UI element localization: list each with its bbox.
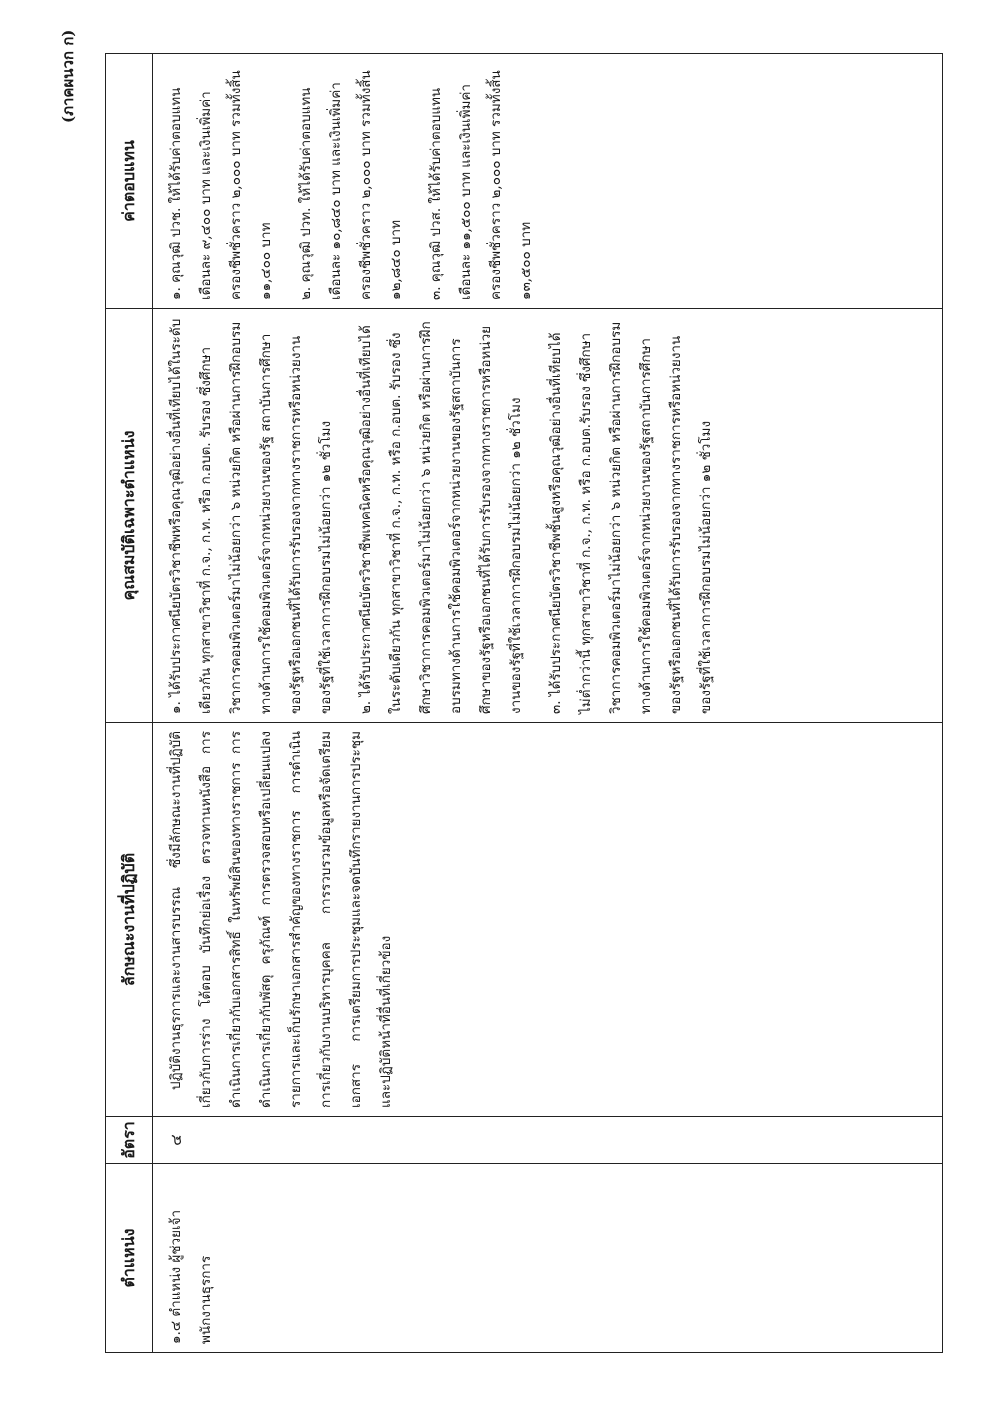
qualification-item: ๓. ได้รับประกาศนียบัตรวิชาชีพชั้นสูงหรือคุณวุฒิอย่างอื่นที่เทียบได้ไม่ต่ำกว่านี้ ทุกสาขาวิชาที่ ก.จ., ก.ท. หรือ ก.อบต.รับรอง ซึ่งศึกษาวิชาการคอมพิวเตอร์มาไม่น้อยกว่า ๖ หน่วยกิต หรือผ่านการฝึกอบรมทางด้านการใช้คอมพิวเตอร์จากหน่วยงานของรัฐสถาบันการศึกษาของรัฐหรือเอกชนที่ได้รับการรับรองจากทางราชการหรือหน่วยงานของรัฐที่ใช้เวลาการฝึกอบรมไม่น้อยกว่า ๑๒ ชั่วโมง (548, 321, 714, 714)
header-rate: อัตรา (106, 1117, 153, 1164)
cell-duties: ปฏิบัติงานธุรการและงานสารบรรณ ซึ่งมีลักษณะงานที่ปฏิบัติเกี่ยวกับการร่าง โต้ตอบ บันทึกย่อเรื่อง ตรวจทานหนังสือ การดำเนินการเกี่ยวกับเอกสารสิทธิ์ ในทรัพย์สินของทางราชการ การดำเนินการเกี่ยวกับพัสดุ ครุภัณฑ์ การตรวจสอบหรือเปลี่ยนแปลง รายการและเก็บรักษาเอกสารสำคัญของทางราชการ การดำเนินการเกี่ยวกับงานบริหารบุคคล การรวบรวมข้อมูลหรือจัดเตรียมเอกสาร การเตรียมการประชุมและจดบันทึกรายงานการประชุม และปฏิบัติหน้าที่อื่นที่เกี่ยวข้อง (153, 723, 943, 1117)
compensation-item: ๑. คุณวุฒิ ปวช. ให้ได้รับค่าตอบแทนเดือนละ ๙,๔๐๐ บาท และเงินเพิ่มค่าครองชีพชั่วคราว ๒,๐๐๐ บาท รวมทั้งสิ้น ๑๑,๔๐๐ บาท (168, 70, 274, 300)
header-compensation: ค่าตอบแทน (106, 54, 153, 309)
qualification-item: ๒. ได้รับประกาศนียบัตรวิชาชีพเทคนิคหรือคุณวุฒิอย่างอื่นที่เทียบได้ในระดับเดียวกัน ทุกสาขาวิชาที่ ก.จ., ก.ท. หรือ ก.อบต. รับรอง ซึ่งศึกษาวิชาการคอมพิวเตอร์มาไม่น้อยกว่า ๖ หน่วยกิต หรือผ่านการฝึกอบรมทางด้านการใช้คอมพิวเตอร์จากหน่วยงานของรัฐสถาบันการศึกษาของรัฐหรือเอกชนที่ได้รับการรับรองจากทางราชการหรือหน่วยงานของรัฐที่ใช้เวลาการฝึกอบรมไม่น้อยกว่า ๑๒ ชั่วโมง (358, 321, 524, 714)
cell-rate: ๔ (153, 1117, 943, 1164)
header-position: ตำแหน่ง (106, 1164, 153, 1353)
cell-compensation (153, 54, 943, 309)
position-table (105, 53, 943, 1353)
header-duties: ลักษณะงานที่ปฏิบัติ (106, 723, 153, 1117)
annex-label: (ภาคผนวก ก) (59, 29, 77, 123)
header-qualifications: คุณสมบัติเฉพาะตำแหน่ง (106, 309, 153, 723)
qualification-item: ๑. ได้รับประกาศนียบัตรวิชาชีพหรือคุณวุฒิอย่างอื่นที่เทียบได้ในระดับเดียวกัน ทุกสาขาวิชาที่ ก.จ., ก.ท. หรือ ก.อบต. รับรอง ซึ่งศึกษาวิชาการคอมพิวเตอร์มาไม่น้อยกว่า ๖ หน่วยกิต หรือผ่านการฝึกอบรมทางด้านการใช้คอมพิวเตอร์จากหน่วยงานของรัฐ สถาบันการศึกษาของรัฐหรือเอกชนที่ได้รับการรับรองจากทางราชการหรือหน่วยงานของรัฐที่ใช้เวลาการฝึกอบรมไม่น้อยกว่า ๑๒ ชั่วโมง (168, 318, 334, 714)
table-header-row (106, 54, 153, 1353)
table-row (153, 54, 943, 1353)
cell-qualifications (153, 309, 943, 723)
compensation-item: ๓. คุณวุฒิ ปวส. ให้ได้รับค่าตอบแทนเดือนละ ๑๑,๕๐๐ บาท และเงินเพิ่มค่าครองชีพชั่วคราว ๒,๐๐๐ บาท รวมทั้งสิ้น ๑๓,๕๐๐ บาท (428, 70, 534, 300)
cell-position: ๑.๔ ตำแหน่ง ผู้ช่วยเจ้าพนักงานธุรการ (153, 1164, 943, 1353)
compensation-item: ๒. คุณวุฒิ ปวท. ให้ได้รับค่าตอบแทนเดือนละ ๑๐,๘๔๐ บาท และเงินเพิ่มค่าครองชีพชั่วคราว ๒,๐๐๐ บาท รวมทั้งสิ้น ๑๒,๘๔๐ บาท (298, 70, 404, 300)
